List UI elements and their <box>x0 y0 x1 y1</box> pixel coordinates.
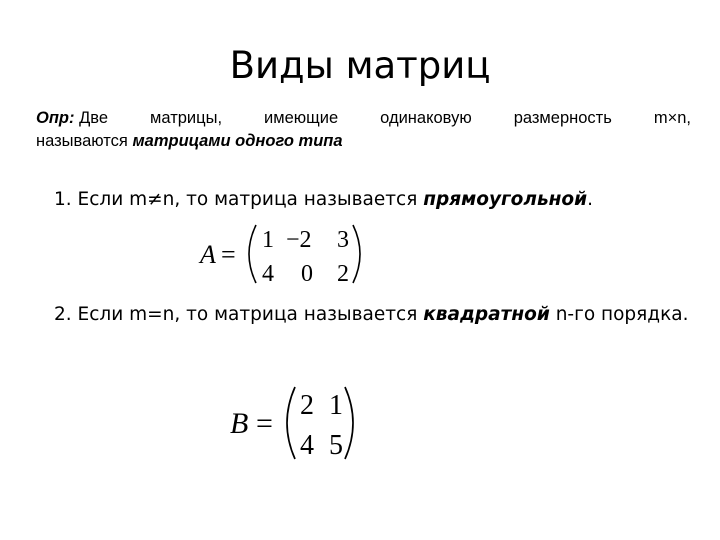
definition-label: Опр: Две <box>36 109 109 127</box>
right-paren-icon <box>353 225 360 283</box>
matrix-b-formula <box>228 382 368 469</box>
matrix-cell: 4 <box>262 261 274 287</box>
matrix-cell: 3 <box>337 227 349 253</box>
matrix-cell: 0 <box>301 261 313 287</box>
item2-term: квадратной <box>423 304 550 325</box>
definition-word: размерность <box>513 109 612 127</box>
definition-block <box>36 107 691 153</box>
matrix-cell: 1 <box>329 390 343 421</box>
matrix-cell: 2 <box>337 261 349 287</box>
definition-word: одинаковую <box>380 109 472 127</box>
definition-word: имеющие <box>264 109 339 127</box>
item1-term: прямоугольной <box>423 189 588 210</box>
matrix-cell: 4 <box>300 430 314 461</box>
definition-word: матрицы, <box>150 109 223 127</box>
page-title: Виды матриц <box>229 44 491 87</box>
matrix-cell: 1 <box>262 227 274 253</box>
definition-line-1 <box>36 107 691 130</box>
right-paren-icon <box>345 387 353 459</box>
item1-prefix: 1. Если m≠n, то матрица называется <box>54 189 424 210</box>
matrix-a-name: A <box>200 240 216 269</box>
matrix-cell: −2 <box>286 227 312 253</box>
definition-term: матрицами одного типа <box>132 132 343 150</box>
item2-suffix: n-го порядка. <box>549 304 689 325</box>
left-paren-icon <box>249 225 256 283</box>
left-paren-icon <box>287 387 295 459</box>
definition-line-2 <box>36 130 691 153</box>
definition-word: m×n, <box>653 109 691 127</box>
item2-prefix: 2. Если m=n, то матрица называется <box>54 304 424 325</box>
item-rectangular <box>54 189 593 210</box>
matrix-a-equals: = <box>221 240 236 269</box>
item1-suffix: . <box>587 189 593 210</box>
matrix-cell: 5 <box>329 430 343 461</box>
matrix-cell: 2 <box>300 390 314 421</box>
definition-line2-prefix: называются <box>36 132 128 150</box>
matrix-a-formula <box>198 219 373 294</box>
matrix-b-equals: = <box>256 407 273 440</box>
matrix-b-name: B <box>230 407 249 440</box>
item-square <box>54 304 688 325</box>
